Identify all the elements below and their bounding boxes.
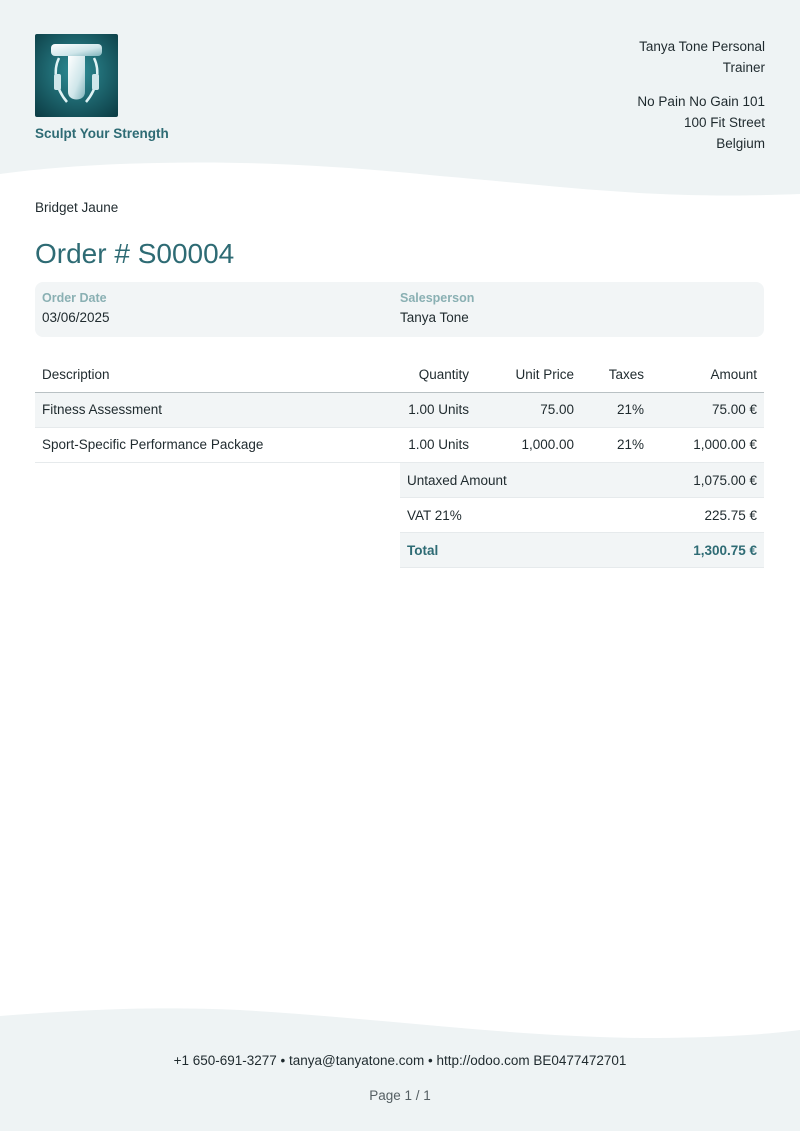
customer-name: Bridget Jaune [35, 200, 119, 215]
table-row [35, 392, 764, 427]
address-line: Belgium [716, 136, 765, 151]
address-line: No Pain No Gain 101 [637, 94, 765, 109]
order-date-value: 03/06/2025 [42, 310, 110, 325]
untaxed-amount-value: 1,075.00 € [693, 472, 757, 488]
order-date-label: Order Date [42, 291, 107, 305]
total-value: 1,300.75 € [693, 542, 757, 558]
table-row [35, 427, 764, 462]
company-info [615, 36, 765, 154]
order-lines-table [35, 358, 764, 463]
totals-block [400, 463, 764, 568]
line-unit-price: 1,000.00 [476, 427, 581, 462]
vat-label: VAT 21% [407, 507, 462, 523]
column-header-unit-price: Unit Price [476, 358, 581, 392]
column-header-quantity: Quantity [400, 358, 476, 392]
salesperson-label: Salesperson [400, 291, 475, 305]
line-taxes: 21% [581, 392, 651, 427]
line-taxes: 21% [581, 427, 651, 462]
salesperson-value: Tanya Tone [400, 310, 469, 325]
page-number: Page 1 / 1 [369, 1088, 431, 1103]
order-date-block [42, 291, 110, 325]
order-info-box [35, 282, 764, 337]
total-label: Total [407, 542, 439, 558]
vat-row [400, 498, 764, 533]
company-tagline: Sculpt Your Strength [35, 126, 169, 141]
line-quantity: 1.00 Units [400, 427, 476, 462]
column-header-amount: Amount [651, 358, 764, 392]
column-header-description: Description [35, 358, 400, 392]
footer-contact: +1 650-691-3277 • tanya@tanyatone.com • http://odoo.com BE0477472701 [173, 1053, 627, 1068]
line-amount: 1,000.00 € [651, 427, 764, 462]
company-name: Tanya Tone Personal Trainer [639, 39, 765, 75]
company-address [615, 91, 765, 154]
line-description: Sport-Specific Performance Package [35, 427, 400, 462]
line-amount: 75.00 € [651, 392, 764, 427]
untaxed-amount-row [400, 463, 764, 498]
line-quantity: 1.00 Units [400, 392, 476, 427]
table-header-row [35, 358, 764, 392]
line-description: Fitness Assessment [35, 392, 400, 427]
untaxed-amount-label: Untaxed Amount [407, 472, 507, 488]
column-header-taxes: Taxes [581, 358, 651, 392]
company-logo [35, 34, 118, 117]
total-row [400, 533, 764, 568]
logo-t-icon [35, 34, 118, 117]
salesperson-block [400, 291, 474, 325]
address-line: 100 Fit Street [683, 115, 765, 130]
line-unit-price: 75.00 [476, 392, 581, 427]
order-title: Order # S00004 [35, 238, 235, 269]
vat-value: 225.75 € [704, 507, 757, 523]
